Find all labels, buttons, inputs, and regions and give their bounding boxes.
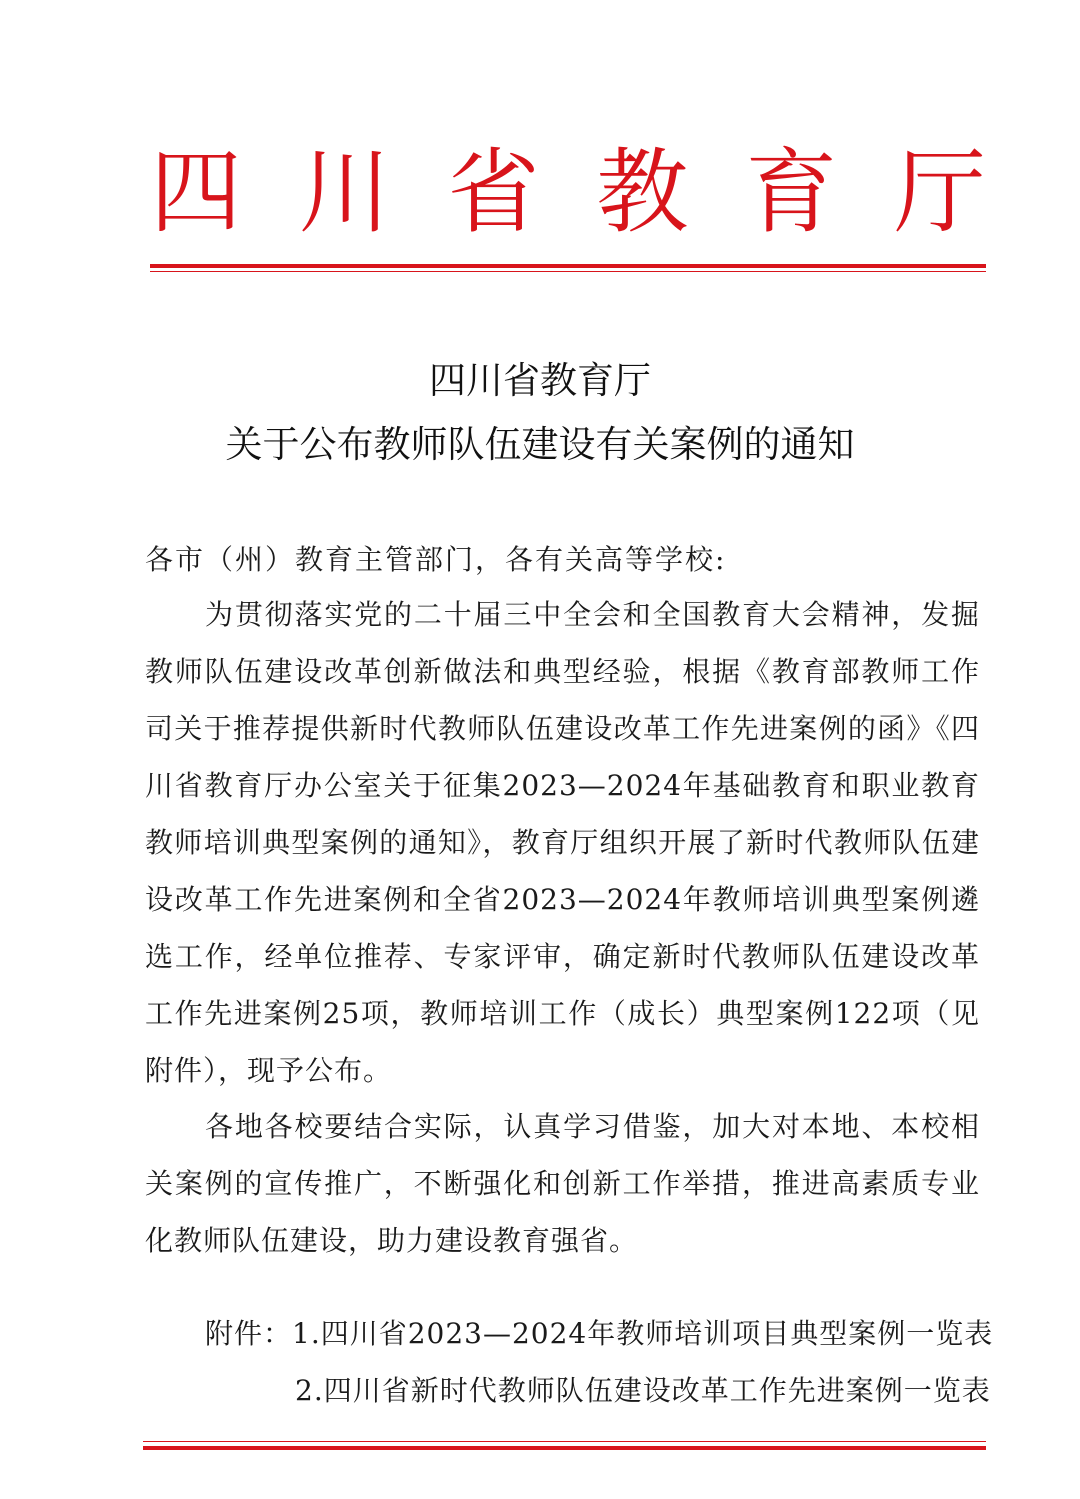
footer-divider-thin xyxy=(143,1441,986,1442)
masthead-char: 厅 xyxy=(893,139,986,246)
document-title-subject: 关于公布教师队伍建设有关案例的通知 xyxy=(225,423,855,466)
body-paragraph-1: 为贯彻落实党的二十届三中全会和全国教育大会精神，发掘教师队伍建设改革创新做法和典型经验，根据《教育部教师工作司关于推荐提供新时代教师队伍建设改革工作先进案例的函》《四川省教育厅办公室关于征集2023—2024年基础教育和职业教育教师培训典型案例的通知》，教育厅组织开展了新时代教师队伍建设改革工作先进案例和全省2023—2024年教师培训典型案例遴选工作，经单位推荐、专家评审，确定新时代教师队伍建设改革工作先进案例25项，教师培训工作（成长）典型案例122项（见附件），现予公布。 xyxy=(145,598,980,1087)
header-divider-thick xyxy=(150,264,986,268)
masthead-char: 四 xyxy=(150,139,243,246)
salutation: 各市（州）教育主管部门，各有关高等学校: xyxy=(145,543,727,576)
document-title-issuer: 四川省教育厅 xyxy=(429,359,651,402)
masthead-char: 川 xyxy=(298,139,391,246)
masthead-char: 育 xyxy=(745,139,838,246)
attachment-label: 附件： xyxy=(205,1317,293,1350)
masthead-char: 省 xyxy=(447,139,540,246)
body-paragraph-2: 各地各校要结合实际，认真学习借鉴，加大对本地、本校相关案例的宣传推广，不断强化和创新工作举措，推进高素质专业化教师队伍建设，助力建设教育强省。 xyxy=(145,1110,980,1257)
footer-divider-thick xyxy=(143,1446,986,1450)
attachment-item-2: 2.四川省新时代教师队伍建设改革工作先进案例一览表 xyxy=(295,1374,991,1407)
masthead-char: 教 xyxy=(596,139,689,246)
letterhead-masthead xyxy=(150,138,986,248)
attachment-row-1 xyxy=(205,1312,993,1352)
attachment-item-1: 1.四川省2023—2024年教师培训项目典型案例一览表 xyxy=(292,1317,994,1350)
header-divider-thin xyxy=(150,271,986,272)
attachment-row-2 xyxy=(295,1369,991,1409)
